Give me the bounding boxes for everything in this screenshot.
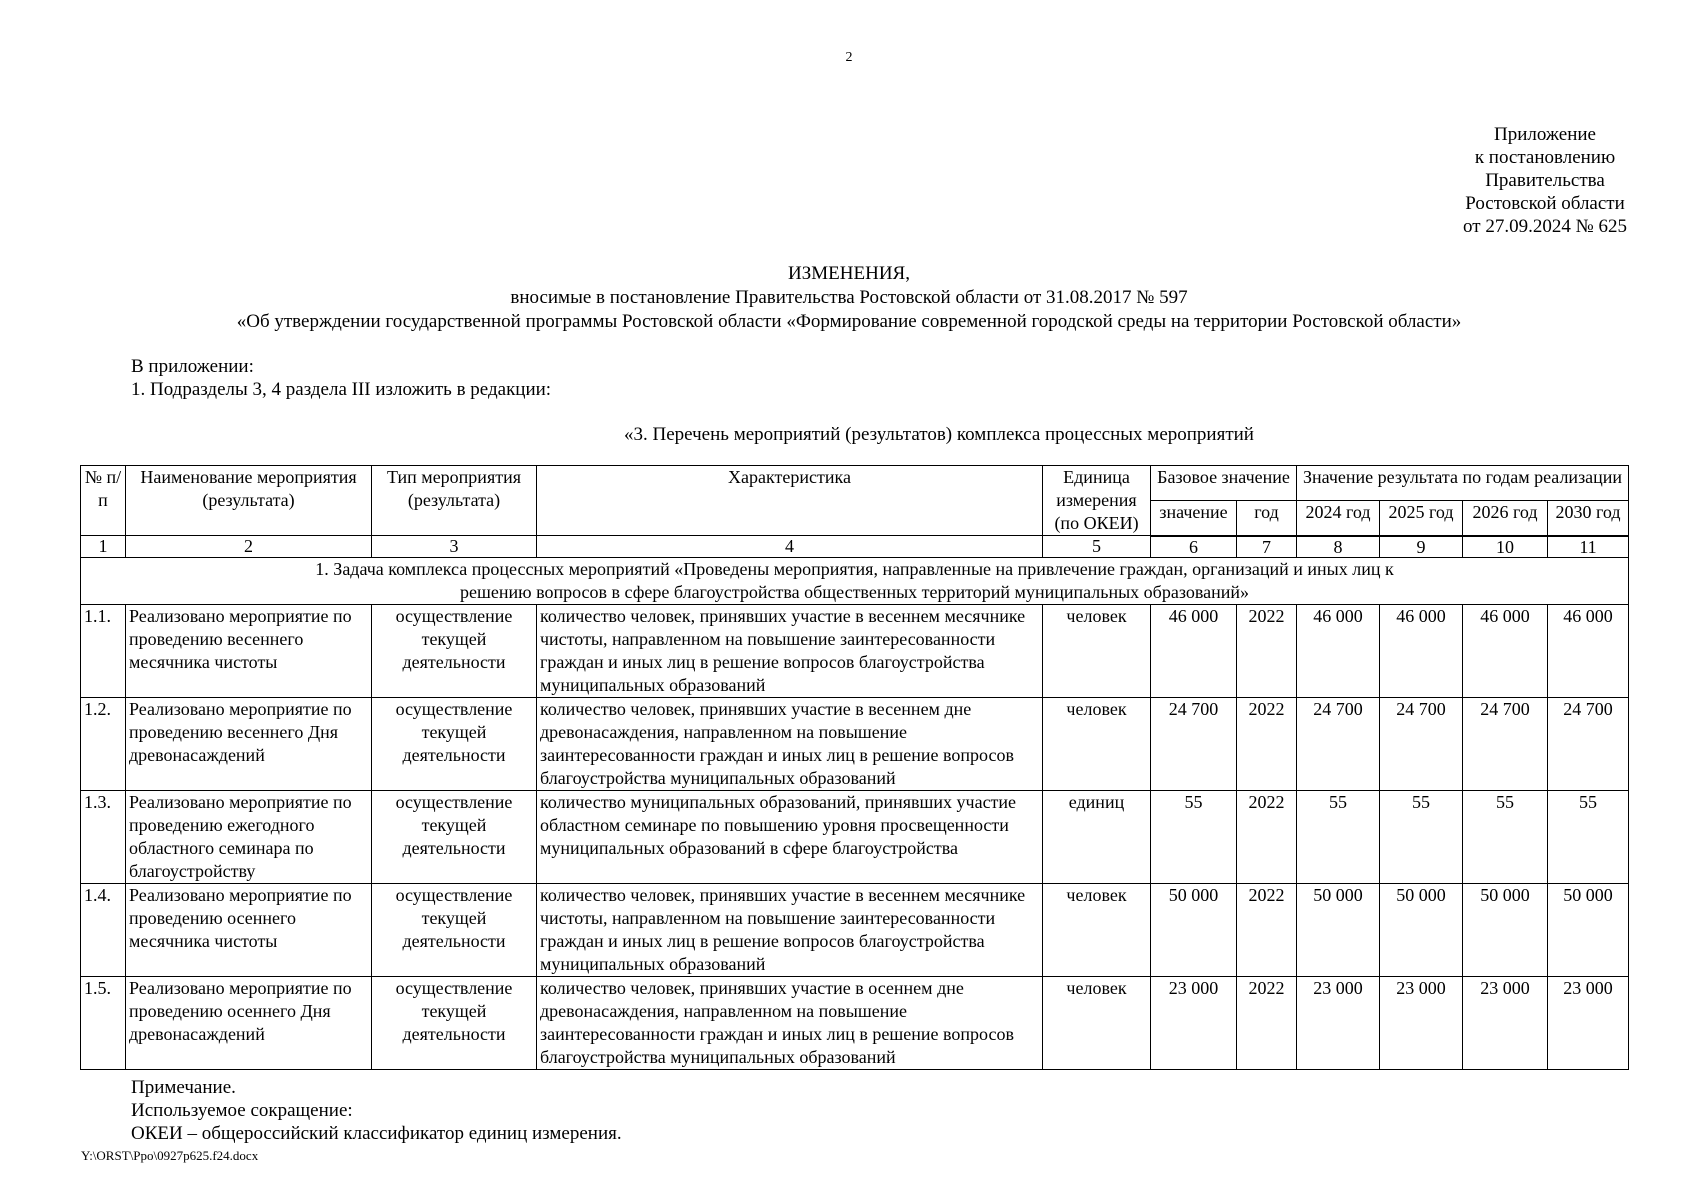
row-name: Реализовано мероприятие по проведению весеннего Дня древонасаждений [126, 697, 372, 790]
row-number: 1.1. [81, 604, 126, 697]
note-subtitle: Используемое сокращение: [131, 1100, 353, 1121]
row-base-value: 55 [1151, 790, 1237, 883]
row-base-year: 2022 [1237, 604, 1297, 697]
row-name: Реализовано мероприятие по проведению осеннего Дня древонасаждений [126, 976, 372, 1069]
row-type: осуществление текущей деятельности [372, 604, 537, 697]
row-base-year: 2022 [1237, 790, 1297, 883]
row-base-year: 2022 [1237, 883, 1297, 976]
header-type: Тип мероприятия (результата) [372, 466, 537, 536]
appendix-line: Приложение [1494, 124, 1596, 145]
table-title: «3. Перечень мероприятий (результатов) комплекса процессных мероприятий [624, 424, 1254, 445]
heading-program-name: «Об утверждении государственной программы Ростовской области «Формирование современной городской среды на территории Ростовской области» [236, 311, 1462, 332]
file-path: Y:\ORST\Ppo\0927p625.f24.docx [81, 1148, 259, 1163]
row-characteristic: количество муниципальных образований, принявших участие областном семинаре по повышению уровня просвещенности муниципальных образований в сфере благоустройства [537, 790, 1043, 883]
row-unit: человек [1043, 976, 1151, 1069]
table-row [81, 883, 1629, 976]
header-year-2026: 2026 год [1463, 500, 1548, 535]
row-value-2026: 46 000 [1463, 604, 1548, 697]
table-row [81, 790, 1629, 883]
row-number: 1.3. [81, 790, 126, 883]
row-value-2025: 24 700 [1380, 697, 1463, 790]
row-value-2026: 50 000 [1463, 883, 1548, 976]
header-base-year: год [1237, 500, 1297, 535]
row-unit: человек [1043, 883, 1151, 976]
row-unit: человек [1043, 604, 1151, 697]
row-base-year: 2022 [1237, 697, 1297, 790]
row-value-2026: 24 700 [1463, 697, 1548, 790]
row-value-2030: 24 700 [1548, 697, 1629, 790]
column-number: 2 [126, 536, 372, 558]
column-number: 8 [1297, 536, 1380, 558]
column-number: 9 [1380, 536, 1463, 558]
row-type: осуществление текущей деятельности [372, 976, 537, 1069]
row-value-2030: 55 [1548, 790, 1629, 883]
row-value-2030: 46 000 [1548, 604, 1629, 697]
row-value-2025: 46 000 [1380, 604, 1463, 697]
header-name: Наименование мероприятия (результата) [126, 466, 372, 536]
note-title: Примечание. [131, 1077, 236, 1098]
column-number: 3 [372, 536, 537, 558]
note-block [131, 1076, 622, 1145]
row-value-2026: 23 000 [1463, 976, 1548, 1069]
row-characteristic: количество человек, принявших участие в весеннем дне древонасаждения, направленном на повышение заинтересованности граждан и иных лиц в решение вопросов благоустройства муниципальных образований [537, 697, 1043, 790]
document-heading [0, 262, 1698, 334]
row-unit: единиц [1043, 790, 1151, 883]
row-name: Реализовано мероприятие по проведению весеннего месячника чистоты [126, 604, 372, 697]
measures-table [80, 465, 1629, 1070]
task-row [81, 557, 1629, 604]
table-row [81, 697, 1629, 790]
row-number: 1.4. [81, 883, 126, 976]
row-base-value: 46 000 [1151, 604, 1237, 697]
row-name: Реализовано мероприятие по проведению ежегодного областного семинара по благоустройству [126, 790, 372, 883]
task-description: 1. Задача комплекса процессных мероприятий «Проведены мероприятия, направленные на привлечение граждан, организаций и иных лиц к решению вопросов в сфере благоустройства общественных территорий муниципальных образований» [81, 557, 1629, 604]
appendix-line: Правительства [1485, 170, 1605, 191]
row-value-2024: 24 700 [1297, 697, 1380, 790]
row-value-2025: 50 000 [1380, 883, 1463, 976]
page-number: 2 [845, 50, 853, 65]
row-number: 1.5. [81, 976, 126, 1069]
row-value-2024: 50 000 [1297, 883, 1380, 976]
header-base: Базовое значение [1151, 466, 1297, 501]
table-row [81, 976, 1629, 1069]
header-characteristic: Характеристика [537, 466, 1043, 536]
row-characteristic: количество человек, принявших участие в весеннем месячнике чистоты, направленном на повышение заинтересованности граждан и иных лиц в решение вопросов благоустройства муниципальных образований [537, 604, 1043, 697]
appendix-block [1415, 123, 1675, 238]
row-base-value: 23 000 [1151, 976, 1237, 1069]
header-num: № п/п [81, 466, 126, 536]
appendix-line: к постановлению [1474, 147, 1616, 168]
row-value-2025: 55 [1380, 790, 1463, 883]
row-value-2024: 55 [1297, 790, 1380, 883]
column-number: 7 [1237, 536, 1297, 558]
row-type: осуществление текущей деятельности [372, 697, 537, 790]
intro-text [131, 355, 551, 401]
row-value-2024: 46 000 [1297, 604, 1380, 697]
header-year-2024: 2024 год [1297, 500, 1380, 535]
appendix-line: Ростовской области [1465, 193, 1625, 214]
row-value-2026: 55 [1463, 790, 1548, 883]
header-row [81, 466, 1629, 501]
row-name: Реализовано мероприятие по проведению осеннего месячника чистоты [126, 883, 372, 976]
row-value-2030: 23 000 [1548, 976, 1629, 1069]
column-number: 5 [1043, 536, 1151, 558]
header-result: Значение результата по годам реализации [1297, 466, 1629, 501]
row-type: осуществление текущей деятельности [372, 883, 537, 976]
row-value-2025: 23 000 [1380, 976, 1463, 1069]
column-number: 6 [1151, 536, 1237, 558]
row-base-year: 2022 [1237, 976, 1297, 1069]
note-text: ОКЕИ – общероссийский классификатор единиц измерения. [131, 1123, 622, 1144]
column-number: 11 [1548, 536, 1629, 558]
table-row [81, 604, 1629, 697]
row-base-value: 24 700 [1151, 697, 1237, 790]
row-number: 1.2. [81, 697, 126, 790]
row-characteristic: количество человек, принявших участие в весеннем месячнике чистоты, направленном на повышение заинтересованности граждан и иных лиц в решение вопросов благоустройства муниципальных образований [537, 883, 1043, 976]
header-year-2025: 2025 год [1380, 500, 1463, 535]
column-number-row [81, 536, 1629, 558]
column-number: 4 [537, 536, 1043, 558]
header-base-value: значение [1151, 500, 1237, 535]
row-value-2024: 23 000 [1297, 976, 1380, 1069]
table-body [81, 604, 1629, 1069]
heading-title: ИЗМЕНЕНИЯ, [788, 263, 910, 284]
column-number: 10 [1463, 536, 1548, 558]
intro-line: 1. Подразделы 3, 4 раздела III изложить в редакции: [131, 379, 552, 400]
row-characteristic: количество человек, принявших участие в осеннем дне древонасаждения, направленном на повышение заинтересованности граждан и иных лиц в решение вопросов благоустройства муниципальных образований [537, 976, 1043, 1069]
appendix-line: от 27.09.2024 № 625 [1463, 216, 1627, 237]
row-base-value: 50 000 [1151, 883, 1237, 976]
heading-subtitle: вносимые в постановление Правительства Ростовской области от 31.08.2017 № 597 [510, 287, 1188, 308]
row-type: осуществление текущей деятельности [372, 790, 537, 883]
row-value-2030: 50 000 [1548, 883, 1629, 976]
row-unit: человек [1043, 697, 1151, 790]
header-year-2030: 2030 год [1548, 500, 1629, 535]
header-unit: Единица измерения (по ОКЕИ) [1043, 466, 1151, 536]
intro-line: В приложении: [131, 356, 254, 377]
column-number: 1 [81, 536, 126, 558]
